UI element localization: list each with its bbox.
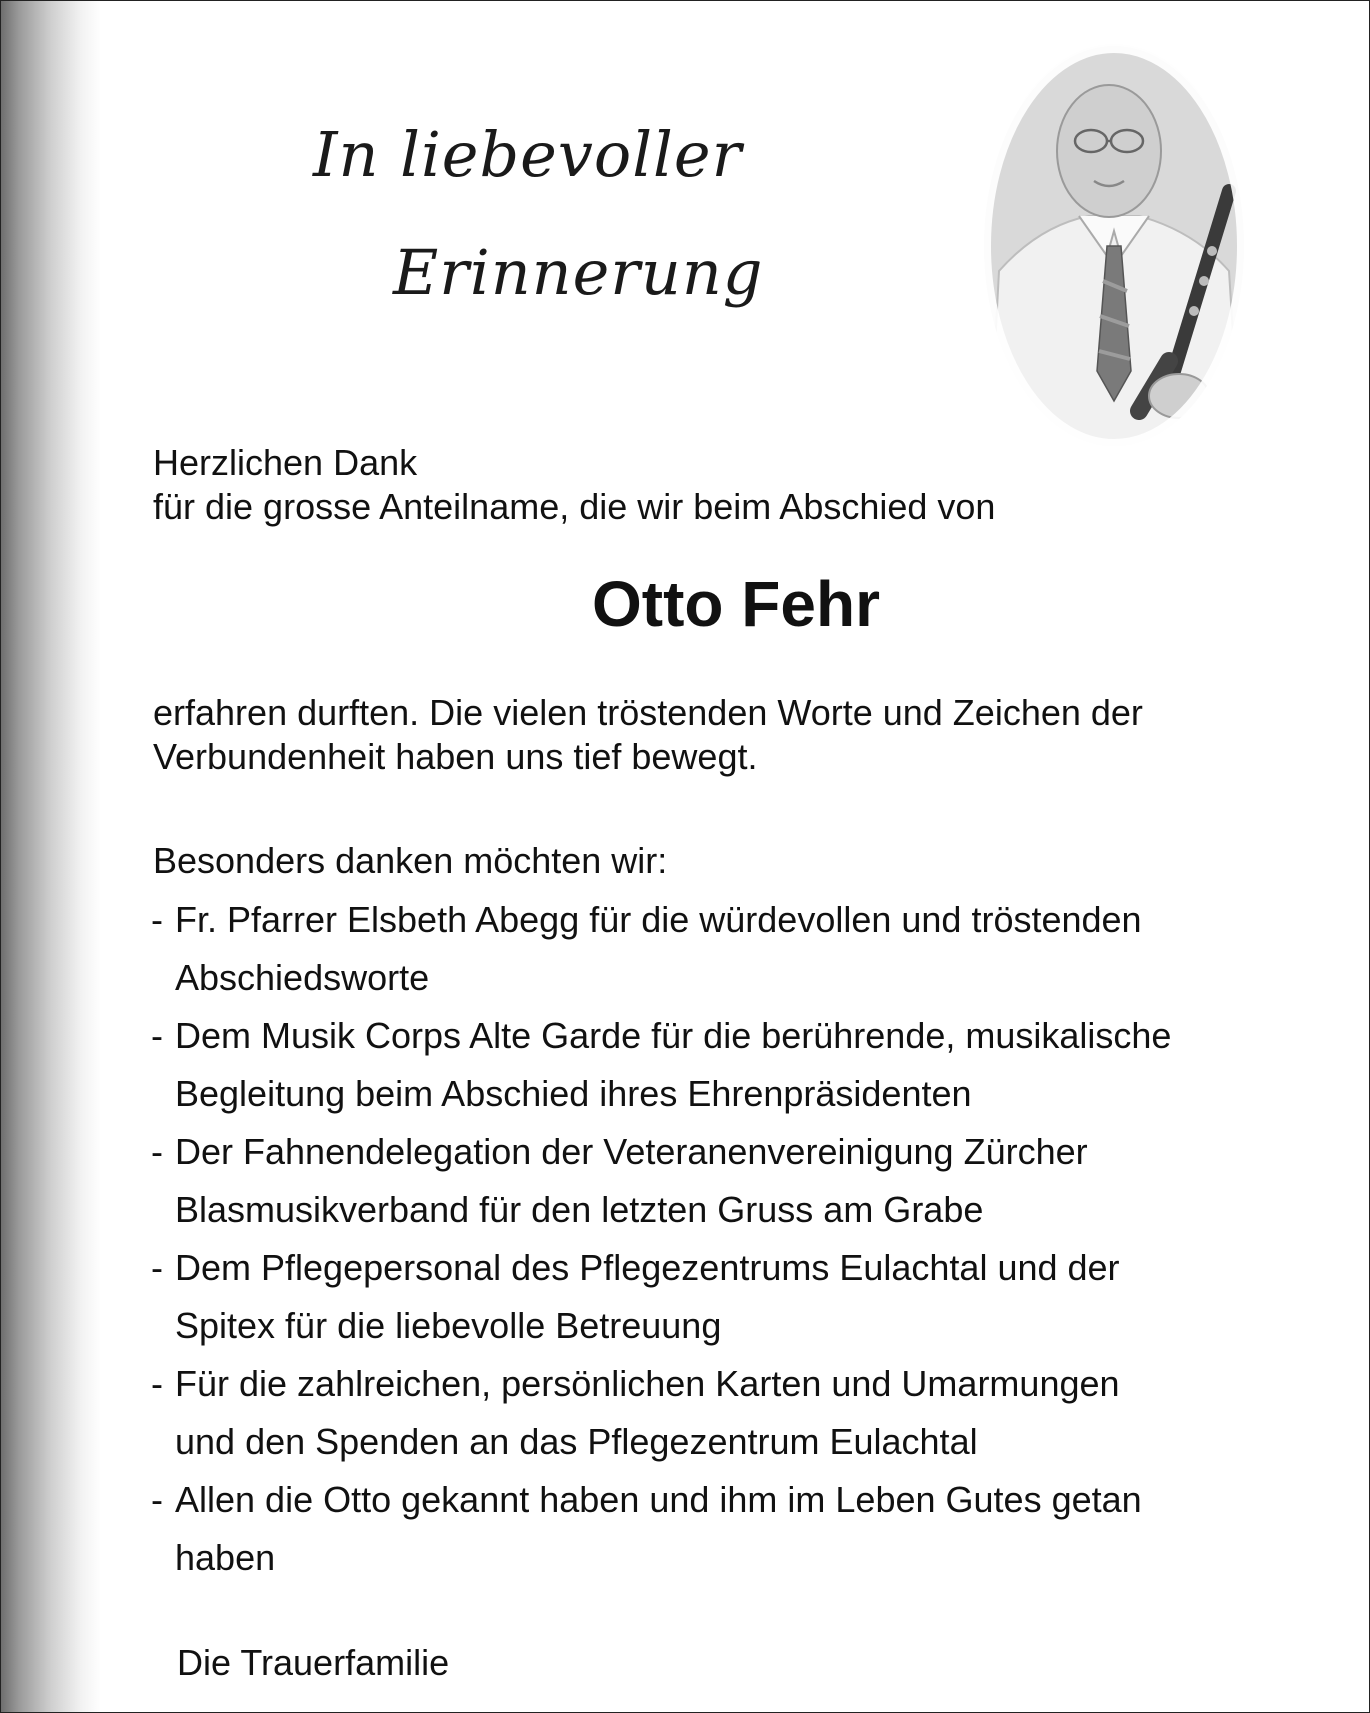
thanks-item-line-2: Begleitung beim Abschied ihres Ehrenpräsidenten — [175, 1073, 972, 1114]
heading-line-2: Erinnerung — [393, 236, 764, 309]
portrait-photo — [979, 41, 1249, 461]
intro-line-1: Herzlichen Dank — [153, 442, 418, 483]
thanks-item-line-2: Blasmusikverband für den letzten Gruss am Grabe — [175, 1189, 984, 1230]
thanks-item-line-1: Dem Pflegepersonal des Pflegezentrums Eulachtal und der — [175, 1247, 1120, 1288]
thanks-intro: Besonders danken möchten wir: — [153, 840, 668, 881]
dash: - — [151, 1131, 163, 1172]
thanks-item-line-2: haben — [175, 1537, 276, 1578]
thanks-item — [151, 1007, 1361, 1123]
body-line-1: erfahren durften. Die vielen tröstenden Worte und Zeichen der — [153, 692, 1143, 733]
body-text — [153, 691, 1333, 779]
thanks-item-line-2: und den Spenden an das Pflegezentrum Eulachtal — [175, 1421, 978, 1462]
thanks-item-line-1: Der Fahnendelegation der Veteranenvereinigung Zürcher — [175, 1131, 1088, 1172]
thanks-item-line-1: Für die zahlreichen, persönlichen Karten und Umarmungen — [175, 1363, 1120, 1404]
deceased-name: Otto Fehr — [592, 568, 880, 640]
thanks-item-line-2: Abschiedsworte — [175, 957, 430, 998]
intro-line-2: für die grosse Anteilname, die wir beim Abschied von — [153, 486, 996, 527]
intro-text — [153, 441, 1303, 529]
thanks-item — [151, 1471, 1361, 1587]
dash: - — [151, 1247, 163, 1288]
heading-line-1: In liebevoller — [313, 118, 743, 191]
thanks-item — [151, 1123, 1361, 1239]
thanks-item-line-1: Dem Musik Corps Alte Garde für die berührende, musikalische — [175, 1015, 1172, 1056]
dash: - — [151, 899, 163, 940]
signature: Die Trauerfamilie — [177, 1642, 450, 1683]
thanks-item-line-2: Spitex für die liebevolle Betreuung — [175, 1305, 722, 1346]
heading — [301, 96, 821, 332]
body-line-2: Verbundenheit haben uns tief bewegt. — [153, 736, 758, 777]
dash: - — [151, 1363, 163, 1404]
page-fold-shadow — [1, 1, 101, 1712]
thanks-item-line-1: Fr. Pfarrer Elsbeth Abegg für die würdevollen und tröstenden — [175, 899, 1142, 940]
thanks-item — [151, 891, 1361, 1007]
thanks-list — [151, 891, 1361, 1587]
thanks-item — [151, 1239, 1361, 1355]
thanks-item — [151, 1355, 1361, 1471]
dash: - — [151, 1015, 163, 1056]
thanks-item-line-1: Allen die Otto gekannt haben und ihm im Leben Gutes getan — [175, 1479, 1142, 1520]
dash: - — [151, 1479, 163, 1520]
